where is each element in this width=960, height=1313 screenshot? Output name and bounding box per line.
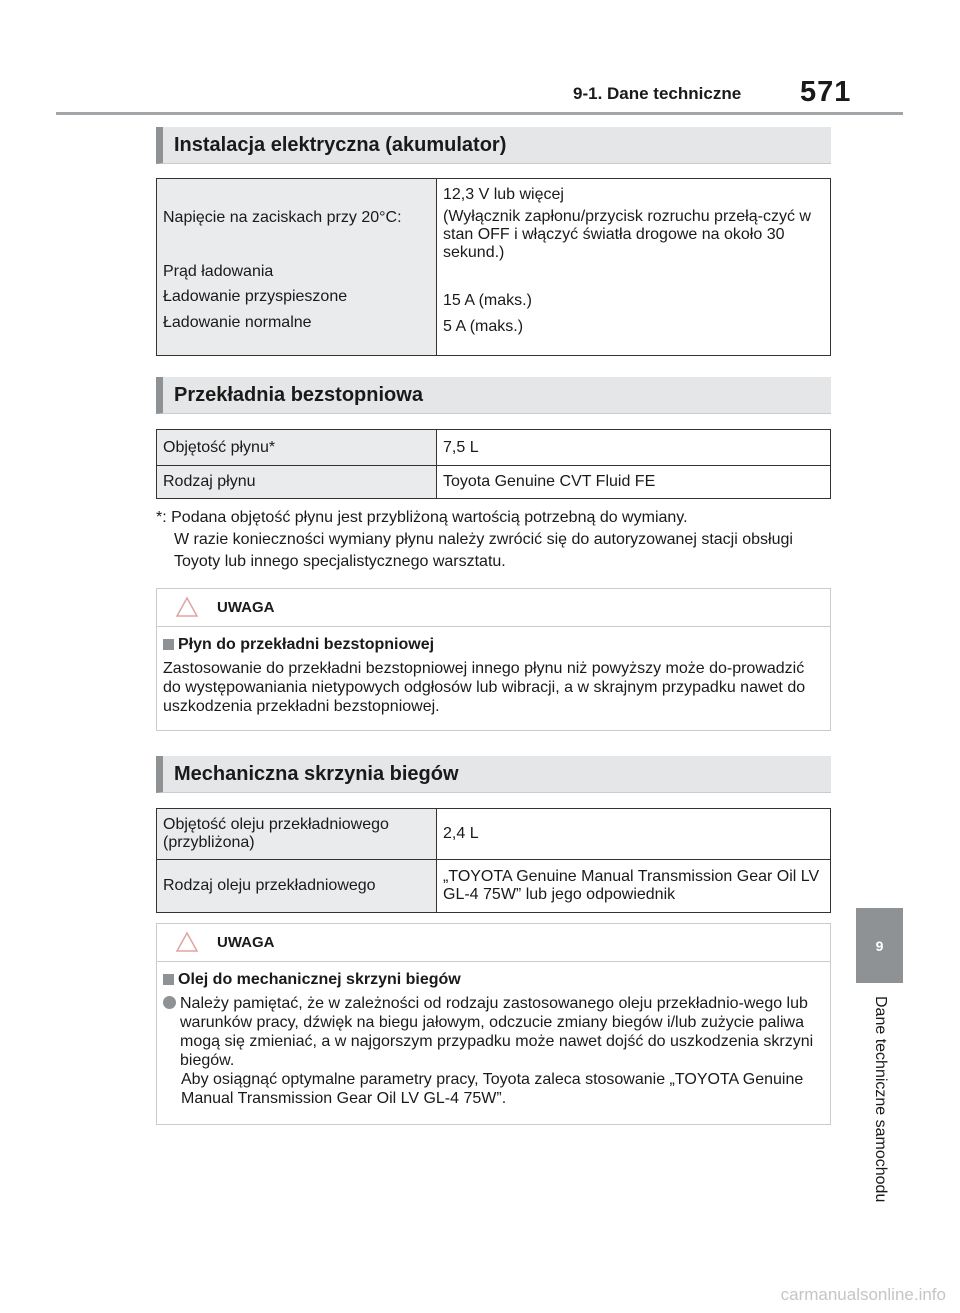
battery-table [156,178,831,356]
square-bullet-icon [163,639,174,650]
normal-charge-label: Ładowanie normalne [163,314,312,331]
table-row [157,809,831,860]
cvt-fluid-label: Rodzaj płynu [157,466,437,499]
manual-heading: Mechaniczna skrzynia biegów [156,756,831,793]
caution-subheading [163,635,822,654]
cvt-volume-value: 7,5 L [437,430,831,466]
charge-current-label: Prąd ładowania [163,263,274,280]
manual-volume-label: Objętość oleju przekładniowego (przybliżona) [157,809,437,860]
fast-charge-value: 15 A (maks.) [443,292,532,309]
cvt-heading: Przekładnia bezstopniowa [156,377,831,414]
table-row [157,860,831,913]
caution-box-manual [156,923,831,1125]
cvt-table [156,429,831,499]
page-number: 571 [800,76,852,108]
caution-followup-text: Aby osiągnąć optymalne parametry pracy, Toyota zaleca stosowanie „TOYOTA Genuine Manual Transmission Gear Oil LV GL-4 75W”. [181,1071,804,1107]
voltage-label: Napięcie na zaciskach przy 20°C: [163,209,402,226]
warning-triangle-icon [175,596,199,623]
round-bullet-icon [163,996,176,1009]
battery-values-cell [437,179,831,356]
voltage-value: 12,3 V lub więcej [443,186,564,203]
caution-subheading-text: Olej do mechanicznej skrzyni biegów [178,971,461,988]
section-title: 9-1. Dane techniczne [573,84,742,103]
fast-charge-label: Ładowanie przyspieszone [163,288,348,305]
cvt-fluid-value: Toyota Genuine CVT Fluid FE [437,466,831,499]
battery-heading: Instalacja elektryczna (akumulator) [156,127,831,164]
watermark: carmanualsonline.info [780,1285,946,1304]
manual-volume-value: 2,4 L [437,809,831,860]
caution-body [157,962,830,1116]
footnote-body: W razie konieczności wymiany płynu należy zwrócić się do autoryzowanej stacji obsługi Toyoty lub innego specjalistycznego warsztatu. [174,531,793,570]
chapter-title: Dane techniczne samochodu [872,996,889,1203]
normal-charge-value: 5 A (maks.) [443,318,524,335]
caution-label: UWAGA [217,934,275,951]
caution-label: UWAGA [217,599,275,616]
table-row [157,466,831,499]
manual-oil-label: Rodzaj oleju przekładniowego [157,860,437,913]
chapter-tab: 9 [856,908,903,983]
caution-header [157,589,830,627]
table-row [157,430,831,466]
caution-body [157,627,830,724]
battery-labels-cell [157,179,437,356]
caution-subheading-text: Płyn do przekładni bezstopniowej [178,636,435,653]
square-bullet-icon [163,974,174,985]
caution-header [157,924,830,962]
manual-table [156,808,831,913]
caution-bullet-item [163,994,822,1070]
manual-oil-value: „TOYOTA Genuine Manual Transmission Gear Oil LV GL-4 75W” lub jego odpowiednik [437,860,831,913]
caution-box-cvt [156,588,831,731]
footnote-first-line: *: Podana objętość płynu jest przybliżoną wartością potrzebną do wymiany. [156,509,688,526]
caution-text: Zastosowanie do przekładni bezstopniowej innego płynu niż powyższy może do-prowadzić do występowaniania nietypowych odgłosów lub wibracji, a w skrajnym przypadku nawet do uszkodzenia przekładni bezstopniowej. [163,660,806,715]
voltage-note: (Wyłącznik zapłonu/przycisk rozruchu przełą-czyć w stan OFF i włączyć światła drogowe na około 30 sekund.) [443,208,811,261]
warning-triangle-icon [175,931,199,958]
caution-bullet-text: Należy pamiętać, że w zależności od rodzaju zastosowanego oleju przekładnio-wego lub warunków pracy, dźwięk na biegu jałowym, odczucie zmiany biegów i/lub zużycie paliwa mogą się zmieniać, a w najgorszym przypadku może nawet dojść do uszkodzenia skrzyni biegów. [180,995,814,1069]
caution-subheading [163,970,822,989]
header-divider [56,112,903,115]
cvt-volume-label: Objętość płynu* [157,430,437,466]
cvt-footnote [156,507,836,573]
